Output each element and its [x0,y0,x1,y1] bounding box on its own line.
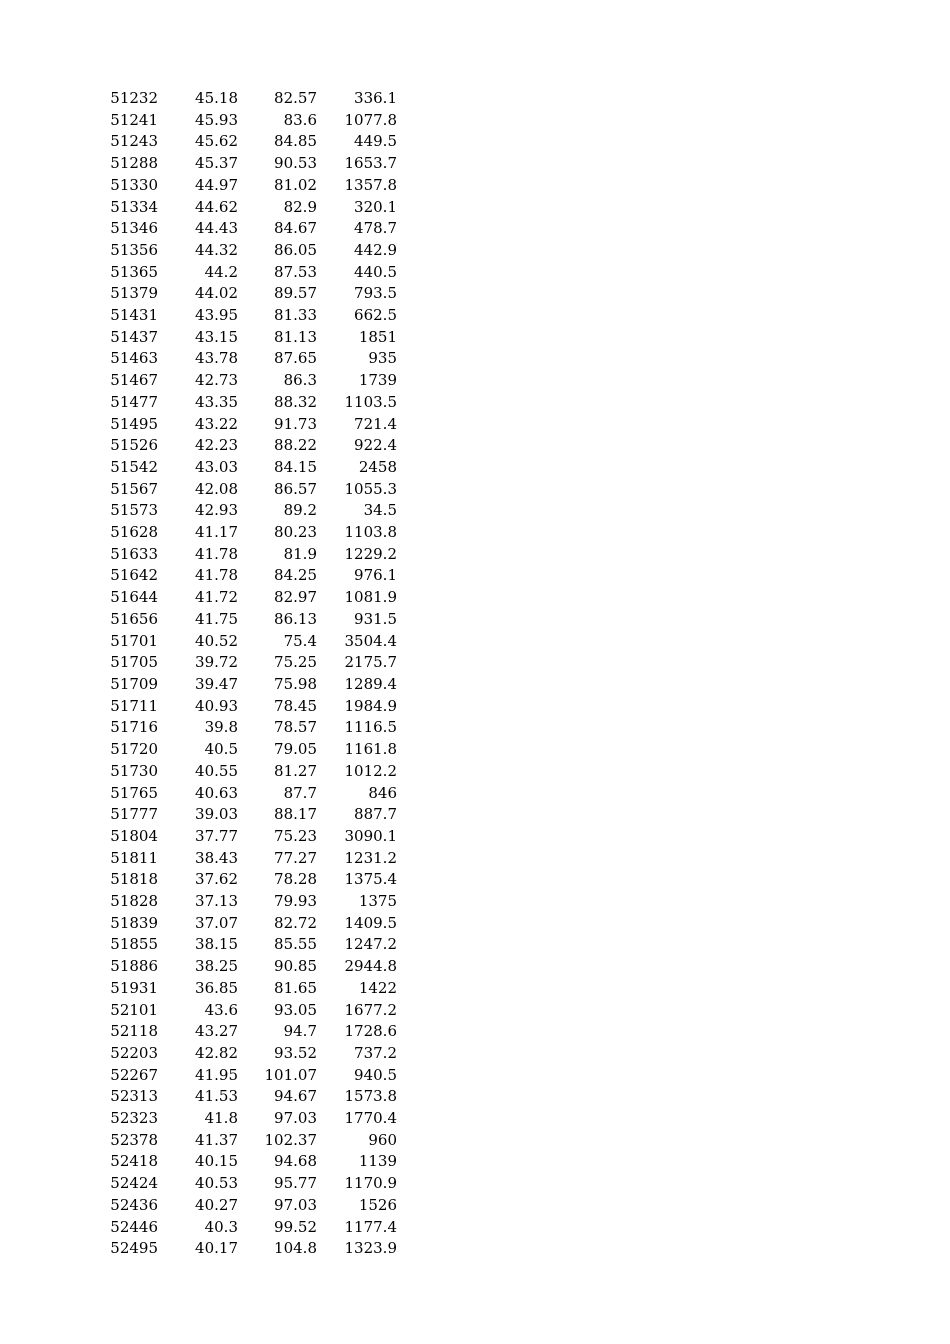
latitude-cell: 40.27 [195,1195,238,1214]
table-row [100,1000,397,1022]
longitude-cell: 94.7 [283,1022,317,1041]
latitude-cell: 45.62 [195,132,238,151]
elevation-cell: 976.1 [354,566,397,585]
table-row [100,869,397,891]
table-row [100,131,397,153]
latitude-cell: 42.23 [195,436,238,455]
table-row [100,544,397,566]
elevation-cell: 1573.8 [344,1087,397,1106]
longitude-cell: 94.67 [274,1087,317,1106]
elevation-cell: 662.5 [354,306,397,325]
table-row [100,891,397,913]
longitude-cell: 91.73 [274,414,317,433]
table-row [100,783,397,805]
station-id-cell: 51334 [110,197,158,216]
elevation-cell: 1103.8 [344,523,397,542]
table-row [100,153,397,175]
table-row [100,522,397,544]
latitude-cell: 42.93 [195,501,238,520]
elevation-cell: 793.5 [354,284,397,303]
longitude-cell: 84.15 [274,457,317,476]
latitude-cell: 41.78 [195,566,238,585]
station-id-cell: 51243 [110,132,158,151]
longitude-cell: 102.37 [264,1130,317,1149]
longitude-cell: 82.97 [274,588,317,607]
latitude-cell: 44.32 [195,240,238,259]
longitude-cell: 90.85 [274,957,317,976]
latitude-cell: 38.15 [195,935,238,954]
elevation-cell: 1081.9 [344,588,397,607]
table-row [100,739,397,761]
elevation-cell: 1422 [358,978,397,997]
elevation-cell: 1229.2 [344,544,397,563]
latitude-cell: 45.18 [195,89,238,107]
elevation-cell: 887.7 [354,805,397,824]
latitude-cell: 40.3 [204,1217,238,1236]
elevation-cell: 3090.1 [344,826,397,845]
station-id-cell: 52378 [110,1130,158,1149]
longitude-cell: 81.65 [274,978,317,997]
longitude-cell: 78.45 [274,696,317,715]
elevation-cell: 1055.3 [344,479,397,498]
longitude-cell: 97.03 [274,1195,317,1214]
latitude-cell: 37.62 [195,870,238,889]
elevation-cell: 931.5 [354,609,397,628]
latitude-cell: 40.52 [195,631,238,650]
station-id-cell: 52495 [110,1239,158,1258]
elevation-cell: 1526 [358,1195,397,1214]
latitude-cell: 41.37 [195,1130,238,1149]
longitude-cell: 79.05 [274,740,317,759]
elevation-cell: 2175.7 [344,653,397,672]
elevation-cell: 721.4 [354,414,397,433]
station-id-cell: 52313 [110,1087,158,1106]
elevation-cell: 320.1 [354,197,397,216]
latitude-cell: 43.35 [195,392,238,411]
longitude-cell: 86.3 [283,371,317,390]
latitude-cell: 38.43 [195,848,238,867]
station-id-cell: 51701 [110,631,158,650]
table-row [100,1065,397,1087]
latitude-cell: 44.2 [204,262,238,281]
elevation-cell: 1231.2 [344,848,397,867]
table-row [100,1217,397,1239]
longitude-cell: 81.13 [274,327,317,346]
latitude-cell: 44.02 [195,284,238,303]
station-id-cell: 52436 [110,1195,158,1214]
latitude-cell: 37.77 [195,826,238,845]
elevation-cell: 1170.9 [344,1174,397,1193]
station-id-cell: 51818 [110,870,158,889]
latitude-cell: 42.08 [195,479,238,498]
latitude-cell: 43.22 [195,414,238,433]
elevation-cell: 34.5 [363,501,397,520]
longitude-cell: 94.68 [274,1152,317,1171]
table-row [100,1021,397,1043]
longitude-cell: 75.98 [274,674,317,693]
longitude-cell: 95.77 [274,1174,317,1193]
station-id-cell: 51477 [110,392,158,411]
longitude-cell: 93.52 [274,1043,317,1062]
table-row [100,392,397,414]
elevation-cell: 2944.8 [344,957,397,976]
latitude-cell: 37.13 [195,892,238,911]
table-row [100,327,397,349]
table-row [100,804,397,826]
station-id-cell: 51241 [110,110,158,129]
latitude-cell: 41.17 [195,523,238,542]
elevation-cell: 442.9 [354,240,397,259]
longitude-cell: 78.28 [274,870,317,889]
station-id-cell: 52267 [110,1065,158,1084]
table-row [100,88,397,110]
station-id-cell: 51288 [110,154,158,173]
station-id-cell: 51330 [110,175,158,194]
elevation-cell: 1728.6 [344,1022,397,1041]
table-row [100,674,397,696]
longitude-cell: 75.23 [274,826,317,845]
elevation-cell: 1116.5 [344,718,397,737]
station-id-cell: 51709 [110,674,158,693]
elevation-cell: 336.1 [354,89,397,107]
longitude-cell: 86.57 [274,479,317,498]
elevation-cell: 1375 [358,892,397,911]
station-id-cell: 51720 [110,740,158,759]
table-row [100,978,397,1000]
station-id-cell: 52424 [110,1174,158,1193]
table-row [100,1195,397,1217]
longitude-cell: 84.67 [274,219,317,238]
station-id-cell: 51526 [110,436,158,455]
table-row [100,913,397,935]
table-row [100,696,397,718]
table-row [100,631,397,653]
longitude-cell: 83.6 [283,110,317,129]
elevation-cell: 478.7 [354,219,397,238]
elevation-cell: 1653.7 [344,154,397,173]
longitude-cell: 101.07 [264,1065,317,1084]
data-table [100,88,397,1260]
station-id-cell: 51633 [110,544,158,563]
station-id-cell: 51886 [110,957,158,976]
elevation-cell: 1177.4 [344,1217,397,1236]
table-row [100,956,397,978]
longitude-cell: 88.22 [274,436,317,455]
elevation-cell: 1409.5 [344,913,397,932]
latitude-cell: 45.93 [195,110,238,129]
latitude-cell: 43.95 [195,306,238,325]
longitude-cell: 84.85 [274,132,317,151]
longitude-cell: 88.17 [274,805,317,824]
table-row [100,826,397,848]
elevation-cell: 940.5 [354,1065,397,1084]
latitude-cell: 42.73 [195,371,238,390]
table-row [100,934,397,956]
table-row [100,1173,397,1195]
data-table-body [100,88,397,1260]
latitude-cell: 43.27 [195,1022,238,1041]
latitude-cell: 41.8 [204,1109,238,1128]
table-row [100,1086,397,1108]
station-id-cell: 51431 [110,306,158,325]
station-id-cell: 51804 [110,826,158,845]
longitude-cell: 82.9 [283,197,317,216]
table-row [100,1108,397,1130]
table-row [100,414,397,436]
longitude-cell: 104.8 [274,1239,317,1258]
elevation-cell: 1739 [358,371,397,390]
latitude-cell: 40.15 [195,1152,238,1171]
latitude-cell: 44.97 [195,175,238,194]
table-row [100,652,397,674]
table-row [100,435,397,457]
elevation-cell: 1161.8 [344,740,397,759]
latitude-cell: 40.17 [195,1239,238,1258]
station-id-cell: 51495 [110,414,158,433]
elevation-cell: 1851 [358,327,397,346]
latitude-cell: 40.63 [195,783,238,802]
longitude-cell: 81.27 [274,761,317,780]
longitude-cell: 84.25 [274,566,317,585]
table-row [100,262,397,284]
station-id-cell: 51656 [110,609,158,628]
latitude-cell: 40.53 [195,1174,238,1193]
longitude-cell: 81.9 [283,544,317,563]
latitude-cell: 41.72 [195,588,238,607]
elevation-cell: 1012.2 [344,761,397,780]
table-row [100,1151,397,1173]
table-row [100,197,397,219]
longitude-cell: 85.55 [274,935,317,954]
table-row [100,283,397,305]
longitude-cell: 90.53 [274,154,317,173]
station-id-cell: 51542 [110,457,158,476]
station-id-cell: 51573 [110,501,158,520]
latitude-cell: 41.53 [195,1087,238,1106]
station-id-cell: 51931 [110,978,158,997]
longitude-cell: 93.05 [274,1000,317,1019]
longitude-cell: 88.32 [274,392,317,411]
table-row [100,609,397,631]
elevation-cell: 1247.2 [344,935,397,954]
latitude-cell: 40.5 [204,740,238,759]
station-id-cell: 51642 [110,566,158,585]
latitude-cell: 45.37 [195,154,238,173]
station-id-cell: 51379 [110,284,158,303]
latitude-cell: 41.75 [195,609,238,628]
longitude-cell: 86.13 [274,609,317,628]
station-id-cell: 51567 [110,479,158,498]
station-id-cell: 51730 [110,761,158,780]
longitude-cell: 82.57 [274,89,317,107]
elevation-cell: 960 [368,1130,397,1149]
elevation-cell: 737.2 [354,1043,397,1062]
latitude-cell: 39.72 [195,653,238,672]
latitude-cell: 41.78 [195,544,238,563]
station-id-cell: 51705 [110,653,158,672]
station-id-cell: 51467 [110,371,158,390]
latitude-cell: 44.43 [195,219,238,238]
station-id-cell: 51463 [110,349,158,368]
station-id-cell: 51232 [110,89,158,107]
table-row [100,305,397,327]
latitude-cell: 43.15 [195,327,238,346]
elevation-cell: 1077.8 [344,110,397,129]
latitude-cell: 43.6 [204,1000,238,1019]
longitude-cell: 75.25 [274,653,317,672]
station-id-cell: 52446 [110,1217,158,1236]
longitude-cell: 78.57 [274,718,317,737]
elevation-cell: 935 [368,349,397,368]
longitude-cell: 87.65 [274,349,317,368]
station-id-cell: 52101 [110,1000,158,1019]
elevation-cell: 2458 [358,457,397,476]
longitude-cell: 77.27 [274,848,317,867]
table-row [100,587,397,609]
longitude-cell: 87.7 [283,783,317,802]
latitude-cell: 43.03 [195,457,238,476]
station-id-cell: 51716 [110,718,158,737]
station-id-cell: 51628 [110,523,158,542]
longitude-cell: 81.33 [274,306,317,325]
elevation-cell: 846 [368,783,397,802]
latitude-cell: 36.85 [195,978,238,997]
latitude-cell: 39.03 [195,805,238,824]
elevation-cell: 1139 [358,1152,397,1171]
elevation-cell: 440.5 [354,262,397,281]
longitude-cell: 80.23 [274,523,317,542]
table-row [100,479,397,501]
longitude-cell: 79.93 [274,892,317,911]
table-row [100,370,397,392]
latitude-cell: 42.82 [195,1043,238,1062]
longitude-cell: 82.72 [274,913,317,932]
table-row [100,500,397,522]
station-id-cell: 51855 [110,935,158,954]
table-row [100,457,397,479]
elevation-cell: 922.4 [354,436,397,455]
elevation-cell: 449.5 [354,132,397,151]
table-row [100,1238,397,1260]
station-id-cell: 51437 [110,327,158,346]
station-id-cell: 52118 [110,1022,158,1041]
station-id-cell: 51811 [110,848,158,867]
station-id-cell: 52203 [110,1043,158,1062]
station-id-cell: 51356 [110,240,158,259]
latitude-cell: 39.8 [204,718,238,737]
station-id-cell: 51365 [110,262,158,281]
latitude-cell: 40.55 [195,761,238,780]
table-row [100,240,397,262]
longitude-cell: 89.2 [283,501,317,520]
elevation-cell: 1323.9 [344,1239,397,1258]
latitude-cell: 39.47 [195,674,238,693]
latitude-cell: 43.78 [195,349,238,368]
longitude-cell: 89.57 [274,284,317,303]
table-row [100,218,397,240]
table-row [100,565,397,587]
elevation-cell: 1677.2 [344,1000,397,1019]
table-row [100,348,397,370]
table-row [100,848,397,870]
latitude-cell: 41.95 [195,1065,238,1084]
table-row [100,761,397,783]
station-id-cell: 52323 [110,1109,158,1128]
table-row [100,175,397,197]
latitude-cell: 37.07 [195,913,238,932]
table-row [100,1043,397,1065]
longitude-cell: 75.4 [283,631,317,650]
table-row [100,717,397,739]
latitude-cell: 38.25 [195,957,238,976]
latitude-cell: 40.93 [195,696,238,715]
station-id-cell: 51644 [110,588,158,607]
elevation-cell: 1375.4 [344,870,397,889]
station-id-cell: 51777 [110,805,158,824]
longitude-cell: 86.05 [274,240,317,259]
elevation-cell: 1103.5 [344,392,397,411]
station-id-cell: 51711 [110,696,158,715]
table-row [100,1130,397,1152]
elevation-cell: 1770.4 [344,1109,397,1128]
longitude-cell: 99.52 [274,1217,317,1236]
elevation-cell: 1357.8 [344,175,397,194]
elevation-cell: 1984.9 [344,696,397,715]
station-id-cell: 51765 [110,783,158,802]
latitude-cell: 44.62 [195,197,238,216]
station-id-cell: 51839 [110,913,158,932]
station-id-cell: 51346 [110,219,158,238]
table-row [100,110,397,132]
longitude-cell: 87.53 [274,262,317,281]
longitude-cell: 97.03 [274,1109,317,1128]
station-id-cell: 52418 [110,1152,158,1171]
elevation-cell: 1289.4 [344,674,397,693]
elevation-cell: 3504.4 [344,631,397,650]
longitude-cell: 81.02 [274,175,317,194]
station-id-cell: 51828 [110,892,158,911]
